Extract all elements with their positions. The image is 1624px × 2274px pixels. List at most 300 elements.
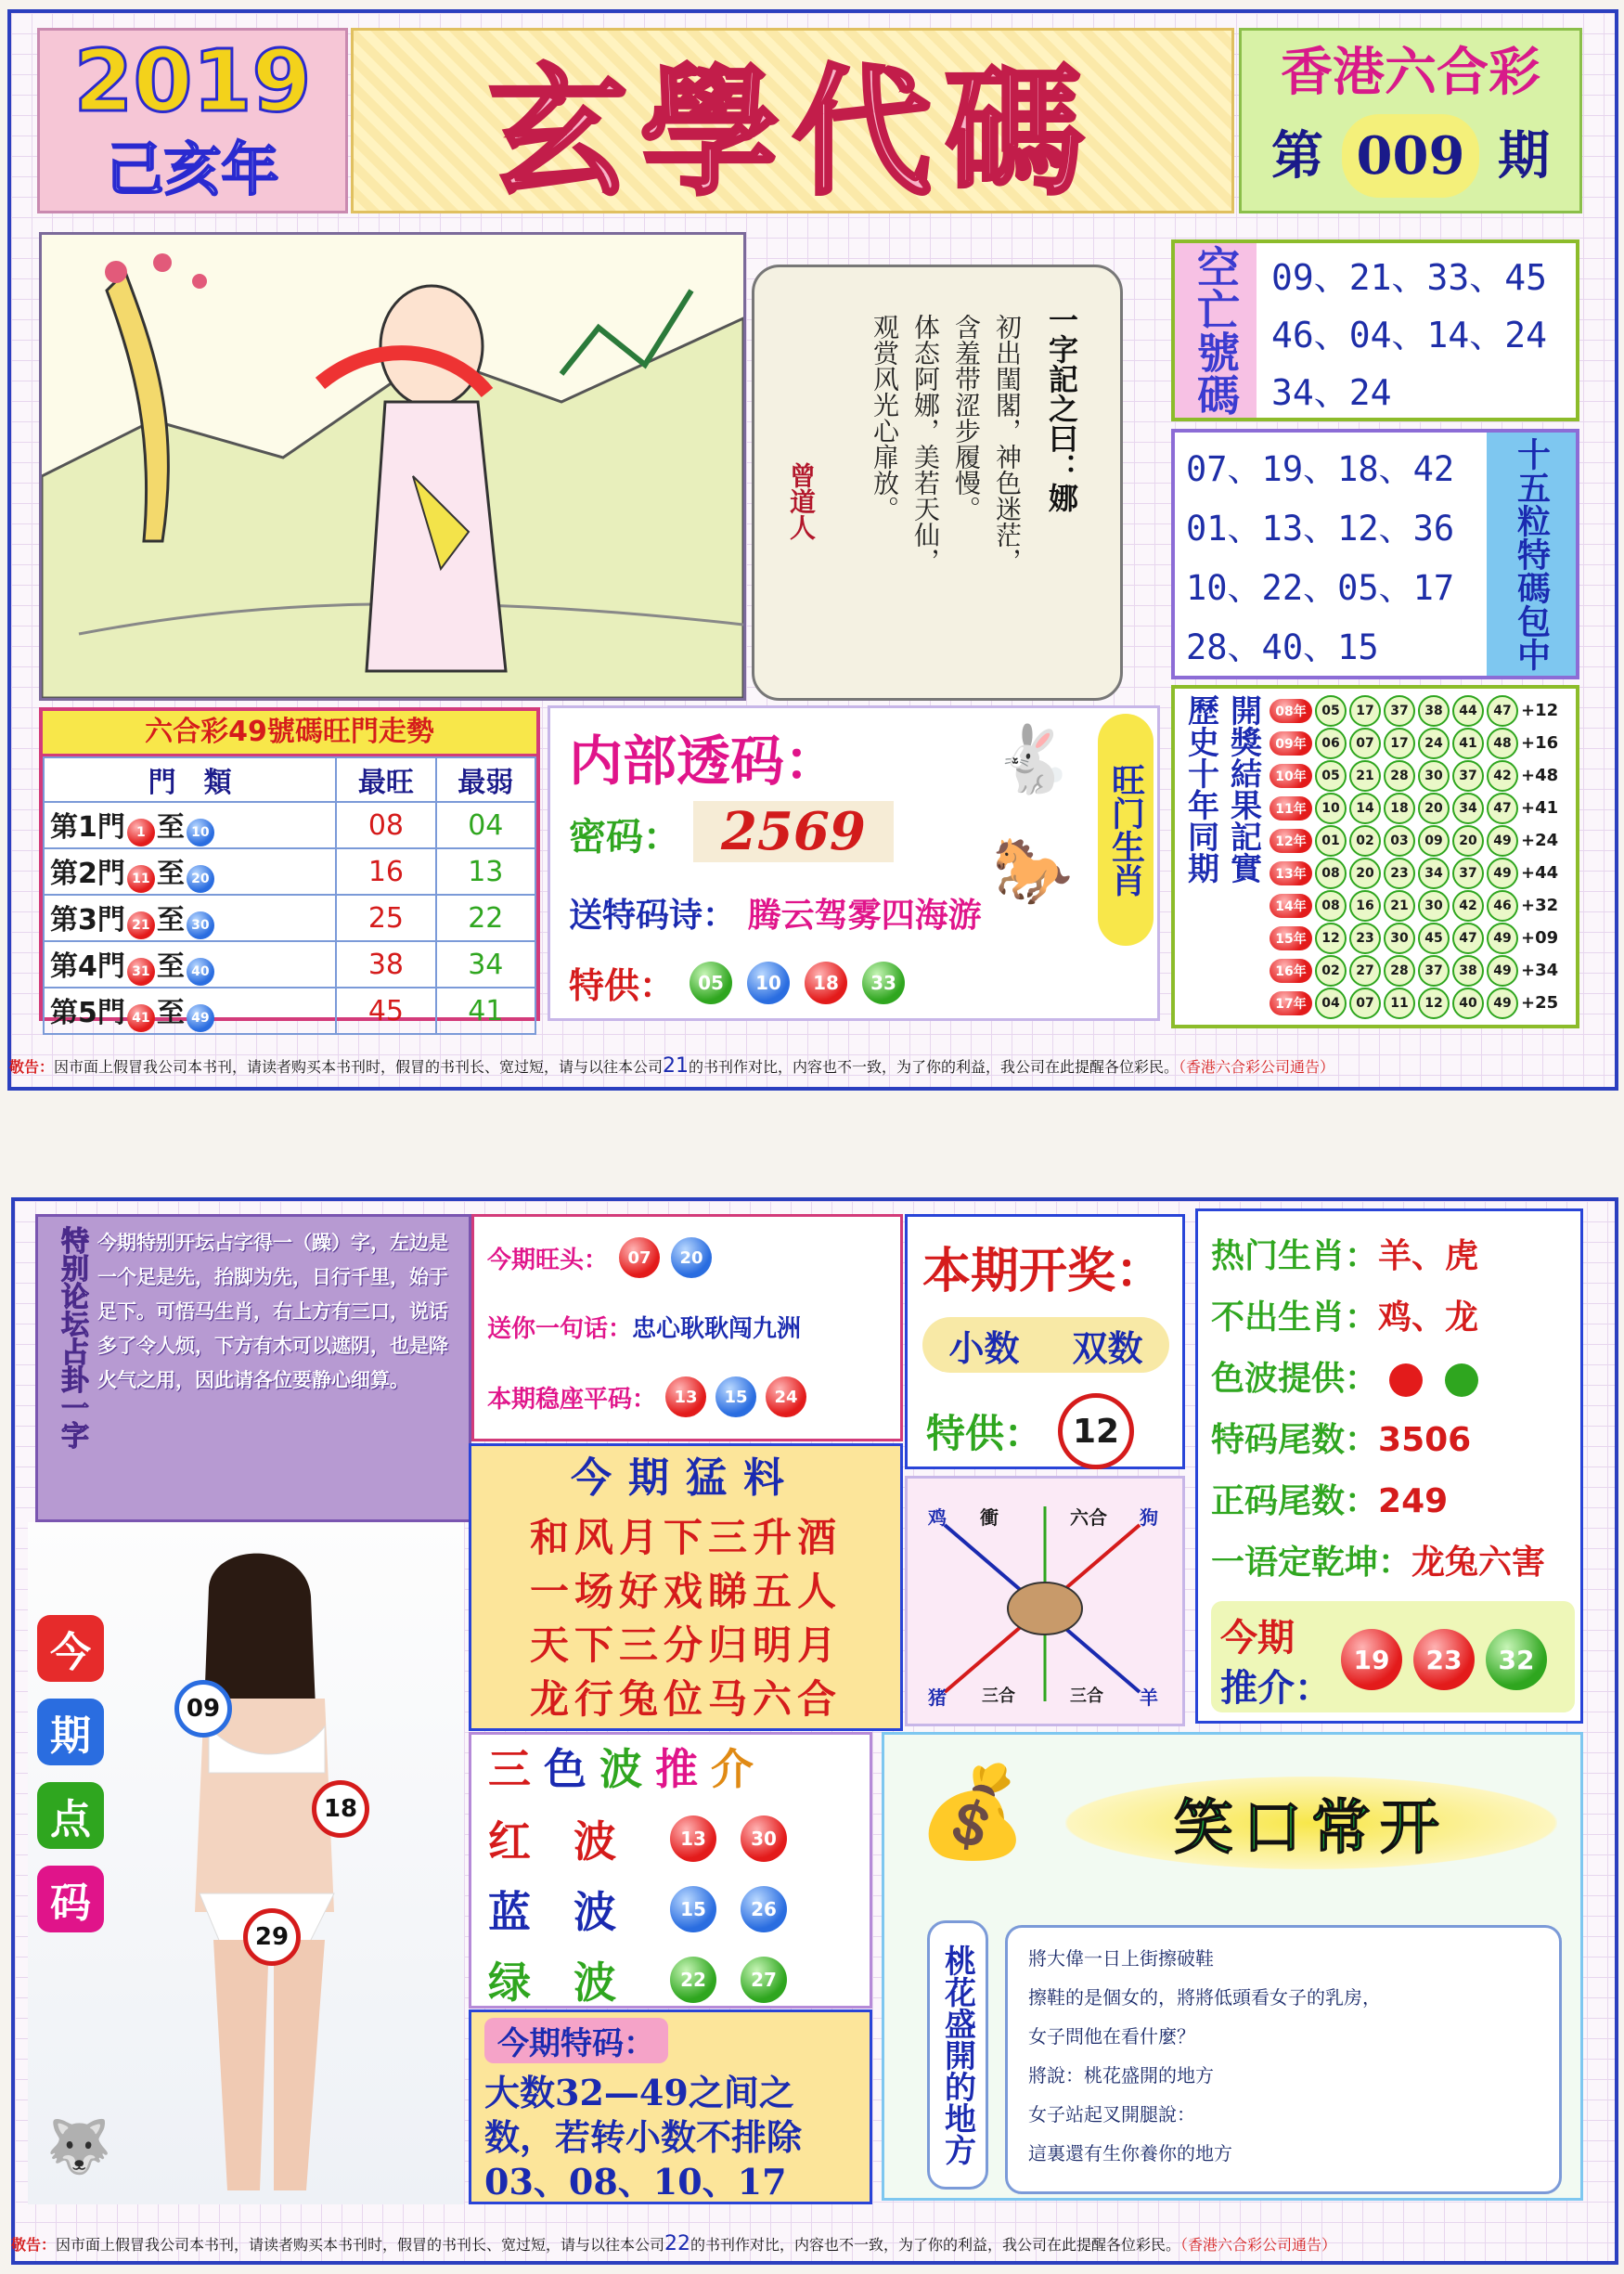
kongwang-line: 46、04、14、24 bbox=[1271, 315, 1548, 355]
header-cell: 最旺 bbox=[336, 757, 435, 802]
kongwang-line: 09、21、33、45 bbox=[1271, 257, 1548, 298]
history-special: +09 bbox=[1521, 928, 1559, 948]
history-ball: 16 bbox=[1349, 890, 1381, 922]
page-title: 玄學代碼 bbox=[487, 51, 1097, 214]
history-rows bbox=[1270, 694, 1576, 1019]
code-label-char: 今 bbox=[37, 1615, 104, 1682]
poem-line: 观赏风光心扉放。 bbox=[870, 314, 900, 522]
wave-row bbox=[471, 1874, 870, 1945]
history-ball: 05 bbox=[1315, 760, 1347, 792]
draw-box bbox=[905, 1214, 1185, 1469]
wave-label: 蓝 波 bbox=[488, 1887, 616, 1937]
history-special: +32 bbox=[1521, 896, 1559, 915]
door-table-header bbox=[44, 757, 535, 802]
history-ball: 20 bbox=[1418, 793, 1450, 824]
door-table-row bbox=[44, 895, 535, 941]
door-max-cell: 08 bbox=[336, 802, 435, 848]
rec-row bbox=[1211, 1601, 1575, 1712]
history-ball: 40 bbox=[1452, 988, 1484, 1019]
door-to-ball: 49 bbox=[187, 1004, 214, 1032]
history-ball: 12 bbox=[1315, 923, 1347, 954]
history-special: +44 bbox=[1521, 863, 1559, 883]
draw-parity: 双数 bbox=[1072, 1326, 1143, 1369]
door-label-cell bbox=[44, 802, 336, 848]
draw-special-row bbox=[926, 1393, 1134, 1469]
joke-line: 女子站起叉開腿說： bbox=[1028, 2103, 1195, 2125]
history-row bbox=[1270, 857, 1576, 889]
notice-issue: 21 bbox=[663, 1054, 690, 1078]
door-label: 第5門 bbox=[50, 997, 125, 1029]
history-ball: 47 bbox=[1487, 695, 1518, 727]
insider-code: 2569 bbox=[693, 801, 894, 862]
history-ball: 23 bbox=[1349, 923, 1381, 954]
door-from-ball: 11 bbox=[127, 865, 155, 893]
history-row bbox=[1270, 922, 1576, 954]
history-box bbox=[1171, 685, 1579, 1028]
door-from-ball: 31 bbox=[127, 958, 155, 986]
history-ball: 10 bbox=[1315, 793, 1347, 824]
history-year: 17年 bbox=[1270, 991, 1312, 1015]
rec-ball: 23 bbox=[1413, 1629, 1475, 1690]
history-ball: 44 bbox=[1452, 695, 1484, 727]
insider-special-row bbox=[569, 957, 905, 1008]
zodiac-label: 三合 bbox=[982, 1686, 1015, 1706]
history-ball: 08 bbox=[1315, 890, 1347, 922]
wave-ball: 30 bbox=[741, 1815, 787, 1862]
issue-prefix: 第 bbox=[1271, 125, 1324, 187]
kongwang-box bbox=[1171, 239, 1579, 421]
history-ball: 34 bbox=[1418, 858, 1450, 889]
history-ball: 37 bbox=[1452, 760, 1484, 792]
year-cn: 己亥年 bbox=[106, 136, 279, 203]
history-ball: 42 bbox=[1487, 760, 1518, 792]
history-ball: 06 bbox=[1315, 728, 1347, 759]
poem-heading: 一字記之曰：娜 bbox=[1044, 304, 1079, 512]
history-special: +16 bbox=[1521, 733, 1559, 753]
mengliao-title: 今期猛料 bbox=[571, 1454, 801, 1502]
door-min-cell: 04 bbox=[436, 802, 535, 848]
insider-code-label: 密码： bbox=[569, 816, 680, 859]
hot-list bbox=[1211, 1226, 1545, 1594]
poem-signature: 曾道人 bbox=[786, 462, 817, 540]
zodiac-chart bbox=[905, 1476, 1185, 1726]
door-to-ball: 30 bbox=[187, 911, 214, 939]
fifteen-line: 01、13、12、36 bbox=[1186, 509, 1455, 549]
notice-text: 因市面上假冒我公司本书刊，请读者购买本书刊时，假冒的书刊长、宽过短，请与以往本公司 bbox=[54, 1058, 664, 1076]
insider-special-label: 特供： bbox=[569, 965, 676, 1006]
history-year: 08年 bbox=[1270, 699, 1312, 723]
fairy-illustration-svg bbox=[42, 235, 743, 698]
phrase: 忠心耿耿闯九洲 bbox=[632, 1315, 802, 1343]
hot-value: 龙兔六害 bbox=[1411, 1544, 1546, 1582]
door-label-cell bbox=[44, 988, 336, 1034]
history-year: 09年 bbox=[1270, 731, 1312, 756]
door-max-cell: 25 bbox=[336, 895, 435, 941]
title-char: 三 bbox=[488, 1744, 531, 1794]
insider-ball: 33 bbox=[862, 962, 905, 1004]
header-cell: 最弱 bbox=[436, 757, 535, 802]
forum-box bbox=[35, 1214, 471, 1522]
history-ball: 02 bbox=[1315, 955, 1347, 987]
history-row bbox=[1270, 889, 1576, 922]
poem-line: 体态阿娜，美若天仙， bbox=[910, 314, 941, 574]
history-special: +41 bbox=[1521, 798, 1559, 818]
door-to: 至 bbox=[156, 997, 185, 1029]
door-label: 第1門 bbox=[50, 811, 125, 844]
joke-line: 擦鞋的是個女的，將將低頭看女子的乳房， bbox=[1028, 1986, 1381, 2009]
insider-ball: 10 bbox=[747, 962, 790, 1004]
zodiac-label: 鸡 bbox=[928, 1506, 947, 1529]
wave-row bbox=[471, 1803, 870, 1874]
pingma-ball: 15 bbox=[715, 1376, 756, 1417]
history-year: 12年 bbox=[1270, 829, 1312, 853]
door-to-ball: 20 bbox=[187, 865, 214, 893]
header-cell: 門 類 bbox=[44, 757, 336, 802]
wave-ball: 22 bbox=[670, 1957, 716, 2003]
hot-item bbox=[1211, 1226, 1545, 1287]
notice-text: 因市面上假冒我公司本书刊，请读者购买本书刊时，假冒的书刊长、宽过短，请与以往本公司 bbox=[56, 2236, 665, 2254]
door-min-cell: 13 bbox=[436, 848, 535, 895]
wave-row bbox=[471, 1945, 870, 2015]
fairy-illustration bbox=[39, 232, 746, 701]
door-to: 至 bbox=[156, 904, 185, 937]
rec-ball: 32 bbox=[1486, 1629, 1547, 1690]
history-year: 10年 bbox=[1270, 764, 1312, 788]
door-label: 第4門 bbox=[50, 950, 125, 983]
kongwang-label: 空亡號碼 bbox=[1175, 243, 1257, 418]
history-row bbox=[1270, 824, 1576, 857]
joke-line: 這裏還有生你養你的地方 bbox=[1028, 2142, 1232, 2164]
history-ball: 49 bbox=[1487, 955, 1518, 987]
mengliao-box bbox=[469, 1443, 903, 1731]
insider-poem-row bbox=[569, 889, 982, 937]
draw-title: 本期开奖： bbox=[922, 1243, 1165, 1299]
history-label2: 開獎結果記實 bbox=[1224, 694, 1262, 884]
door-table-body bbox=[44, 802, 535, 1034]
hot-value: 羊、虎 bbox=[1378, 1237, 1479, 1275]
door-table bbox=[43, 756, 536, 1035]
history-ball: 42 bbox=[1452, 890, 1484, 922]
poem-line: 初出閨閣，神色迷茫， bbox=[992, 314, 1023, 574]
mengliao-line: 龙行兔位马六合 bbox=[529, 1676, 842, 1722]
joke-side-label: 桃花盛開的地方 bbox=[927, 1920, 988, 2190]
hot-key: 热门生肖： bbox=[1211, 1237, 1379, 1275]
code-label-char: 点 bbox=[37, 1782, 104, 1849]
hot-value: 249 bbox=[1378, 1482, 1449, 1520]
rec-balls bbox=[1341, 1629, 1547, 1690]
insider-special-balls bbox=[690, 962, 905, 1004]
pingma-row bbox=[487, 1376, 806, 1417]
rec-label-2: 推介： bbox=[1220, 1666, 1332, 1710]
history-year: 11年 bbox=[1270, 796, 1312, 820]
history-row bbox=[1270, 759, 1576, 792]
history-ball: 37 bbox=[1418, 955, 1450, 987]
hot-value: 鸡、龙 bbox=[1378, 1299, 1479, 1337]
history-ball: 38 bbox=[1452, 955, 1484, 987]
notice-text: 的书刊作对比，内容也不一致，为了你的利益，我公司在此提醒各位彩民。 bbox=[689, 1058, 1179, 1076]
special-code-text: 大数32—49之间之数，若转小数不排除03、08、10、17 bbox=[484, 2072, 803, 2203]
history-ball: 47 bbox=[1487, 793, 1518, 824]
zodiac-label: 旺门生肖 bbox=[1098, 714, 1154, 946]
joke-line: 將大偉一日上街擦破鞋 bbox=[1028, 1947, 1214, 1970]
history-ball: 23 bbox=[1384, 858, 1415, 889]
hot-key: 不出生肖： bbox=[1211, 1299, 1379, 1337]
draw-size: 小数 bbox=[948, 1326, 1020, 1369]
title-char: 介 bbox=[711, 1744, 754, 1794]
year-block bbox=[37, 28, 348, 213]
history-ball: 46 bbox=[1487, 890, 1518, 922]
fifteen-label: 十五粒特碼包中 bbox=[1487, 433, 1576, 676]
insider-poem-label: 送特码诗： bbox=[569, 897, 737, 935]
title-banner bbox=[351, 28, 1234, 213]
fifteen-box bbox=[1171, 429, 1579, 679]
kongwang-line: 34、24 bbox=[1271, 372, 1392, 413]
history-ball: 49 bbox=[1487, 988, 1518, 1019]
door-table-row bbox=[44, 941, 535, 988]
wave-ball: 27 bbox=[741, 1957, 787, 2003]
notice-bottom bbox=[11, 2229, 1617, 2259]
wangtou-ball: 20 bbox=[671, 1237, 712, 1278]
history-ball: 37 bbox=[1452, 858, 1484, 889]
zodiac-label: 三合 bbox=[1070, 1686, 1103, 1706]
history-ball: 34 bbox=[1452, 793, 1484, 824]
history-special: +25 bbox=[1521, 993, 1559, 1013]
year: 2019 bbox=[73, 32, 312, 131]
door-label-cell bbox=[44, 941, 336, 988]
notice-prefix: 敬告： bbox=[9, 1058, 55, 1076]
three-color-title bbox=[471, 1735, 870, 1803]
insider-ball: 05 bbox=[690, 962, 732, 1004]
poem-lines bbox=[864, 314, 1027, 676]
history-row bbox=[1270, 727, 1576, 759]
history-ball: 45 bbox=[1418, 923, 1450, 954]
history-ball: 21 bbox=[1384, 890, 1415, 922]
door-max-cell: 38 bbox=[336, 941, 435, 988]
hot-key: 色波提供： bbox=[1211, 1360, 1379, 1398]
history-ball: 07 bbox=[1349, 728, 1381, 759]
kongwang-numbers bbox=[1271, 249, 1547, 421]
history-ball: 27 bbox=[1349, 955, 1381, 987]
poem-line: 含羞带涩步履慢。 bbox=[951, 314, 982, 522]
history-row bbox=[1270, 792, 1576, 824]
wolf-icon: 🐺 bbox=[46, 2117, 111, 2177]
door-label: 第3門 bbox=[50, 904, 125, 937]
code-label-column bbox=[37, 1615, 111, 1932]
door-max-cell: 16 bbox=[336, 848, 435, 895]
joke-line: 將說：桃花盛開的地方 bbox=[1028, 2064, 1214, 2087]
history-ball: 28 bbox=[1384, 760, 1415, 792]
wangtou-ball: 07 bbox=[619, 1237, 660, 1278]
zodiac-label: 猪 bbox=[928, 1686, 947, 1709]
door-min-cell: 41 bbox=[436, 988, 535, 1034]
hot-key: 正码尾数： bbox=[1211, 1482, 1379, 1520]
history-ball: 30 bbox=[1418, 760, 1450, 792]
history-year: 13年 bbox=[1270, 861, 1312, 885]
history-ball: 48 bbox=[1487, 728, 1518, 759]
history-ball: 11 bbox=[1384, 988, 1415, 1019]
code-label-char: 期 bbox=[37, 1699, 104, 1765]
wave-label: 红 波 bbox=[488, 1816, 616, 1867]
hot-item bbox=[1211, 1410, 1545, 1471]
hot-item bbox=[1211, 1471, 1545, 1532]
history-ball: 17 bbox=[1384, 728, 1415, 759]
three-color-box bbox=[469, 1732, 872, 2009]
pingma-label: 本期稳座平码： bbox=[487, 1385, 657, 1414]
mengliao-line: 一场好戏睇五人 bbox=[529, 1569, 842, 1614]
issue-number: 009 bbox=[1342, 114, 1480, 198]
issue-suffix: 期 bbox=[1497, 125, 1550, 187]
notice-top bbox=[9, 1052, 1615, 1081]
color-dot bbox=[1389, 1363, 1423, 1397]
draw-size-row bbox=[922, 1317, 1169, 1373]
history-row bbox=[1270, 987, 1576, 1019]
special-code-title: 今期特码： bbox=[484, 2018, 668, 2063]
history-year: 16年 bbox=[1270, 959, 1312, 983]
joke-lines bbox=[1005, 1925, 1562, 2194]
wave-label: 绿 波 bbox=[488, 1957, 616, 2008]
issue-line bbox=[1242, 114, 1579, 198]
title-char: 波 bbox=[599, 1744, 642, 1794]
notice-source: （香港六合彩公司通告） bbox=[1179, 1058, 1335, 1076]
forum-text: 今期特别开坛占字得一（躁）字，左边是一个足是先，抬脚为先，日行千里，始于足下。可悟马生肖，右上方有三口，说话多了令人烦，下方有木可以遮阴，也是降火气之用，因此请各位要静心细算。 bbox=[97, 1232, 448, 1391]
wave-ball: 13 bbox=[670, 1815, 716, 1862]
door-from-ball: 41 bbox=[127, 1004, 155, 1032]
zodiac-label: 六合 bbox=[1070, 1506, 1107, 1529]
wave-ball: 15 bbox=[670, 1886, 716, 1932]
history-ball: 21 bbox=[1349, 760, 1381, 792]
history-ball: 24 bbox=[1418, 728, 1450, 759]
joke-title-bar bbox=[1065, 1777, 1557, 1869]
history-ball: 17 bbox=[1349, 695, 1381, 727]
color-dot bbox=[1445, 1363, 1478, 1397]
pingma-ball: 13 bbox=[665, 1376, 706, 1417]
door-min-cell: 34 bbox=[436, 941, 535, 988]
history-ball: 02 bbox=[1349, 825, 1381, 857]
wave-ball: 26 bbox=[741, 1886, 787, 1932]
door-table-row bbox=[44, 988, 535, 1034]
door-from-ball: 21 bbox=[127, 911, 155, 939]
history-ball: 37 bbox=[1384, 695, 1415, 727]
history-row bbox=[1270, 694, 1576, 727]
phrase-label: 送你一句话： bbox=[487, 1315, 633, 1343]
rabbit-icon: 🐇 bbox=[992, 721, 1074, 797]
history-row bbox=[1270, 954, 1576, 987]
history-ball: 49 bbox=[1487, 858, 1518, 889]
insider-title: 内部透码： bbox=[569, 730, 839, 793]
hot-key: 特码尾数： bbox=[1211, 1421, 1379, 1459]
forum-label: 特别论坛占卦一字 bbox=[56, 1226, 88, 1449]
zodiac-label: 狗 bbox=[1140, 1506, 1158, 1529]
brand: 香港六合彩 bbox=[1281, 42, 1540, 103]
notice-issue: 22 bbox=[664, 2232, 691, 2255]
history-ball: 04 bbox=[1315, 988, 1347, 1019]
mengliao-line: 和风月下三升酒 bbox=[529, 1515, 842, 1560]
rec-ball: 19 bbox=[1341, 1629, 1402, 1690]
model-ball: 09 bbox=[174, 1680, 232, 1738]
door-from-ball: 1 bbox=[127, 819, 155, 846]
history-ball: 49 bbox=[1487, 825, 1518, 857]
wangtou-box bbox=[471, 1214, 903, 1441]
title-char: 推 bbox=[655, 1744, 698, 1794]
hot-item bbox=[1211, 1532, 1545, 1594]
title-char: 色 bbox=[544, 1744, 586, 1794]
issue-block bbox=[1239, 28, 1582, 213]
fifteen-line: 28、40、15 bbox=[1186, 627, 1379, 667]
history-ball: 09 bbox=[1418, 825, 1450, 857]
horse-icon: 🐎 bbox=[992, 833, 1074, 909]
history-ball: 05 bbox=[1315, 695, 1347, 727]
history-ball: 01 bbox=[1315, 825, 1347, 857]
insider-box bbox=[548, 705, 1160, 1021]
fifteen-numbers bbox=[1186, 440, 1454, 678]
door-table-title: 六合彩49號碼旺門走勢 bbox=[43, 711, 536, 756]
history-ball: 18 bbox=[1384, 793, 1415, 824]
hot-item bbox=[1211, 1287, 1545, 1349]
history-ball: 12 bbox=[1418, 988, 1450, 1019]
hot-key: 一语定乾坤： bbox=[1211, 1544, 1412, 1582]
notice-prefix: 敬告： bbox=[11, 2236, 57, 2254]
door-to: 至 bbox=[156, 811, 185, 844]
draw-special-label: 特供： bbox=[926, 1411, 1044, 1456]
hot-box bbox=[1195, 1208, 1583, 1724]
door-label-cell bbox=[44, 895, 336, 941]
code-label-char: 码 bbox=[37, 1866, 104, 1932]
history-ball: 30 bbox=[1384, 923, 1415, 954]
zodiac-label: 衝 bbox=[980, 1506, 999, 1529]
money-bag-icon: 💰 bbox=[917, 1760, 1028, 1864]
zodiac-label: 羊 bbox=[1140, 1686, 1158, 1709]
draw-special-ball: 12 bbox=[1058, 1393, 1134, 1469]
history-ball: 20 bbox=[1349, 858, 1381, 889]
fifteen-line: 10、22、05、17 bbox=[1186, 568, 1455, 608]
door-to-ball: 10 bbox=[187, 819, 214, 846]
rec-label-1: 今期 bbox=[1220, 1616, 1295, 1660]
insider-poem: 腾云驾雾四海游 bbox=[747, 896, 982, 935]
wangtou-row bbox=[487, 1237, 712, 1278]
door-max-cell: 45 bbox=[336, 988, 435, 1034]
wangtou-label: 今期旺头： bbox=[487, 1246, 609, 1274]
hot-item bbox=[1211, 1349, 1545, 1410]
history-ball: 38 bbox=[1418, 695, 1450, 727]
model-ball: 29 bbox=[243, 1908, 301, 1966]
model-ball: 18 bbox=[312, 1780, 369, 1838]
history-ball: 41 bbox=[1452, 728, 1484, 759]
door-label: 第2門 bbox=[50, 858, 125, 890]
history-special: +48 bbox=[1521, 766, 1559, 785]
insider-code-row bbox=[569, 801, 894, 862]
door-to: 至 bbox=[156, 950, 185, 983]
pingma-balls bbox=[665, 1376, 806, 1417]
history-ball: 08 bbox=[1315, 858, 1347, 889]
history-special: +12 bbox=[1521, 701, 1559, 720]
door-table-row bbox=[44, 848, 535, 895]
door-to: 至 bbox=[156, 858, 185, 890]
history-ball: 47 bbox=[1452, 923, 1484, 954]
joke-line: 女子問他在看什麼？ bbox=[1028, 2025, 1195, 2048]
history-year: 14年 bbox=[1270, 894, 1312, 918]
insider-ball: 18 bbox=[805, 962, 847, 1004]
door-to-ball: 40 bbox=[187, 958, 214, 986]
mengliao-lines bbox=[471, 1511, 900, 1726]
history-ball: 03 bbox=[1384, 825, 1415, 857]
history-year: 15年 bbox=[1270, 926, 1312, 950]
wangtou-balls bbox=[619, 1237, 712, 1278]
special-code-box bbox=[469, 2009, 872, 2204]
joke-box bbox=[882, 1732, 1583, 2201]
notice-text: 的书刊作对比，内容也不一致，为了你的利益，我公司在此提醒各位彩民。 bbox=[690, 2236, 1181, 2254]
door-table-box bbox=[39, 707, 540, 1029]
door-table-row bbox=[44, 802, 535, 848]
